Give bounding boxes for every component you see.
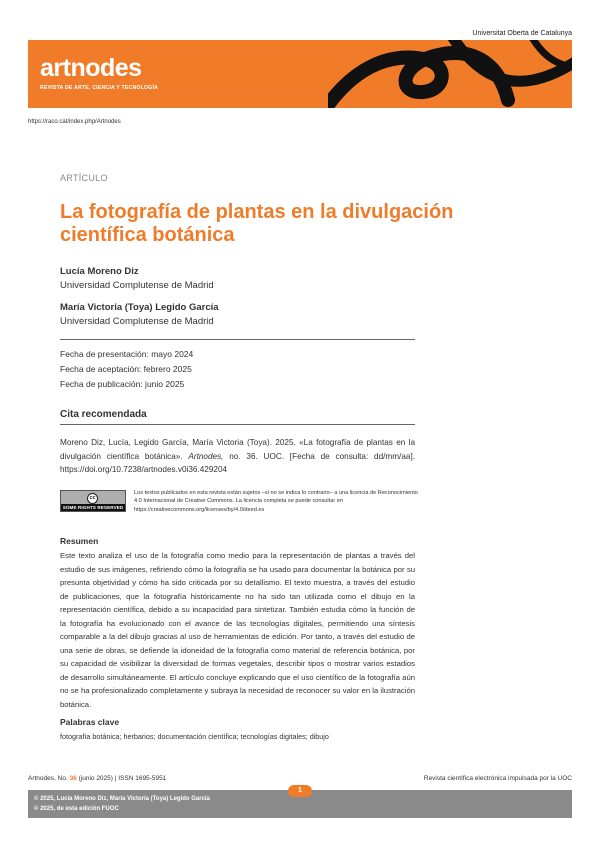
acceptance-date: Fecha de aceptación: febrero 2025 [60, 364, 192, 374]
citation-heading: Cita recomendada [60, 409, 147, 420]
divider [60, 339, 415, 340]
cc-license-badge[interactable] [60, 490, 126, 512]
author-affiliation: Universidad Complutense de Madrid [60, 316, 214, 327]
keywords-heading: Palabras clave [60, 717, 120, 727]
submission-date: Fecha de presentación: mayo 2024 [60, 349, 194, 359]
abstract-text: Este texto analiza el uso de la fotografía como medio para la representación de plantas a través del estudio de sus imágenes, refiriendo cómo la fotografía se ha usado para documentar la botánica por su presunta objetividad y cómo ha sido criticada por su detallismo. El texto muestra, a través del estudio de publicaciones, que la fotografía históricamente no ha sido tan utilizada como el dibujo en la representación científica, debido a su incapacidad para sintetizar. También estudia cómo la función de la fotografía ha evolucionado con el avance de las tecnologías digitales, permitiendo una síntesis comparable a la del dibujo gracias al uso de herramientas de edición. Por tanto, a través del estudio de una serie de obras, se defiende la idoneidad de la fotografía como material de referencia botánica, por su capacidad de visibilizar la diversidad de formas vegetales, describir tipos o mostrar varios estadios de desarrollo simultáneamente. El artículo concluye explicando que el uso científico de la fotografía aún no se ha profesionalizado completamente y subraya la necesidad de reconocer su valor en la ilustración botánica. [60, 551, 415, 709]
journal-issue-info: Artnodes, No. 36 (junio 2025) | ISSN 1695-5951 [28, 775, 167, 782]
keywords-text: fotografía botánica; herbarios; documentación científica; tecnologías digitales; dibujo [60, 732, 329, 741]
institution-label: Universitat Oberta de Catalunya [472, 30, 572, 37]
author-affiliation: Universidad Complutense de Madrid [60, 280, 214, 291]
publication-date: Fecha de publicación: junio 2025 [60, 379, 185, 389]
copyright-edition: © 2025, de esta edición FUOC [34, 806, 119, 812]
copyright-icon: © [34, 806, 39, 812]
author-name: Lucía Moreno Diz [60, 266, 139, 277]
license-text: Los textos publicados en esta revista están sujetos –si no se indica lo contrario– a una licencia de Reconocimiento 4.0 Internacional de Creative Commons. La licencia completa se puede consultar en https://creativecommons.org/licenses/by/4.0/deed.es [134, 490, 418, 513]
journal-url[interactable]: https://raco.cat/index.php/Artnodes [28, 119, 121, 125]
copyright-authors: © 2025, Lucía Moreno Diz, María Victoria (Toya) Legido García [34, 796, 210, 802]
article-title: La fotografía de plantas en la divulgación científica botánica [60, 201, 454, 246]
journal-logo[interactable]: artnodes [40, 54, 142, 82]
cc-badge-label: SOME RIGHTS RESERVED [62, 505, 124, 510]
journal-banner [28, 40, 572, 108]
journal-publisher-note: Revista científica electrónica impulsada por la UOC [423, 775, 572, 782]
banner-decoration-icon [328, 40, 572, 108]
author-name: María Victoria (Toya) Legido García [60, 302, 219, 313]
divider [60, 424, 415, 425]
cc-icon: cc [87, 493, 98, 504]
page-number: 1 [288, 785, 312, 797]
abstract-heading: Resumen [60, 536, 99, 546]
section-label: ARTÍCULO [60, 173, 108, 183]
copyright-icon: © [34, 796, 39, 802]
citation-text: Moreno Diz, Lucía, Legido García, María Victoria (Toya). 2025. «La fotografía de plantas en la divulgación científica botánica». Artnodes, no. 36. UOC. [Fecha de consulta: dd/mm/aa]. https://doi.org/10.7238/artnodes.v0i36.429204 [60, 438, 415, 474]
journal-subtitle: REVISTA DE ARTE, CIENCIA Y TECNOLOGÍA [40, 85, 159, 91]
